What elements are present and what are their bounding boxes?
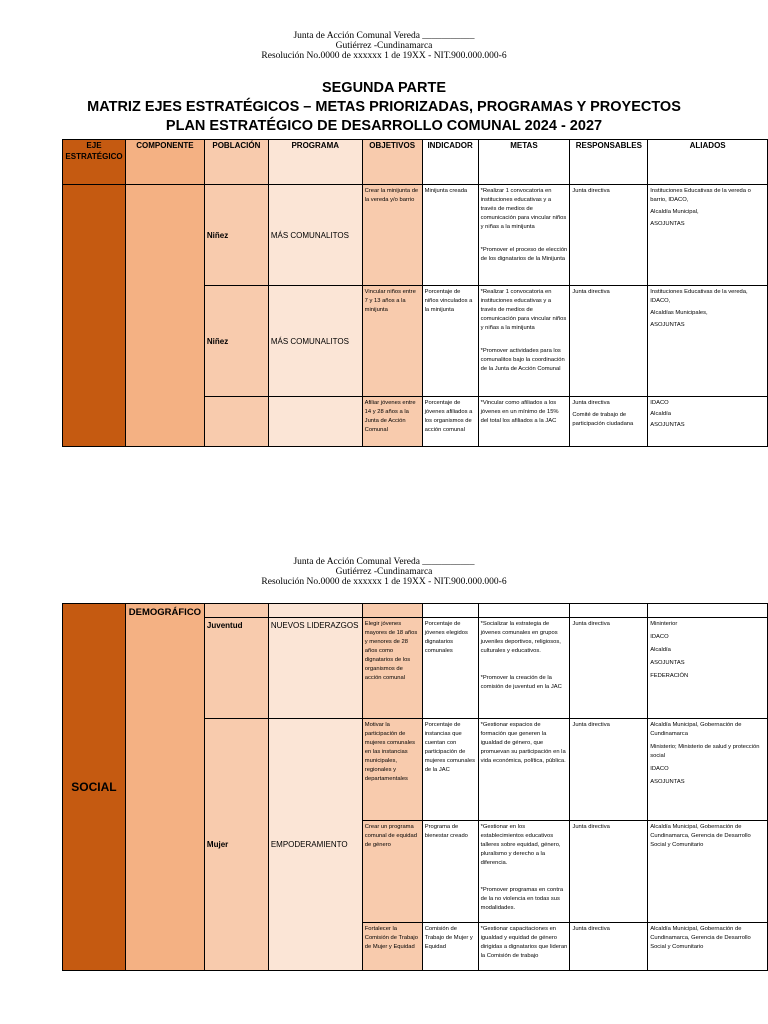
poblacion-cell: Mujer — [204, 719, 268, 971]
aliado-text: ASOJUNTAS — [650, 422, 685, 428]
aliados-cell — [648, 286, 768, 397]
matrix-table-1 — [62, 139, 768, 447]
document-titles — [0, 79, 768, 136]
col-header-programa: PROGRAMA — [268, 140, 362, 185]
poblacion-cell: Juventud — [204, 618, 268, 719]
programa-cell: NUEVOS LIDERAZGOS — [268, 618, 362, 719]
meta-text: *Realizar 1 convocatoria en instituciones educativas y a través de medios de comunicación para vincular niños y niñas a la minijunta — [480, 188, 567, 230]
aliado-text: Alcaldía — [650, 411, 671, 417]
aliados-cell — [648, 618, 768, 719]
responsables-cell — [570, 604, 648, 618]
indicador-cell: Comisión de Trabajo de Mujer y Equidad — [422, 923, 478, 971]
title-segunda-parte: SEGUNDA PARTE — [321, 80, 447, 96]
responsable-text: Comité de trabajo de participación ciudadana — [572, 412, 634, 427]
letterhead-resolution: Resolución No.0000 de xxxxxx 1 de 19XX - NIT.900.000.000-6 — [261, 51, 507, 61]
componente-cell — [125, 185, 204, 447]
programa-cell — [268, 397, 362, 447]
col-header-componente: COMPONENTE — [125, 140, 204, 185]
indicador-cell: Minijunta creada — [422, 185, 478, 286]
col-header-aliados: ALIADOS — [648, 140, 768, 185]
letterhead-location: Gutiérrez -Cundinamarca — [335, 567, 433, 577]
metas-cell — [478, 286, 570, 397]
letterhead-location: Gutiérrez -Cundinamarca — [335, 41, 433, 51]
objetivo-cell: Elegir jóvenes mayores de 18 años y menores de 28 años como dignatarios de los organismos de acción comunal — [362, 618, 422, 719]
indicador-cell: Porcentaje de jóvenes elegidos dignatarios comunales — [422, 618, 478, 719]
poblacion-cell: Niñez — [204, 185, 268, 286]
poblacion-cell — [204, 604, 268, 618]
aliado-text: ASOJUNTAS — [650, 322, 685, 328]
meta-text: *Socializar la estrategia de jóvenes comunales en grupos juveniles deportivos, religiosos, culturales y educativos. — [480, 621, 561, 654]
matrix-table-2 — [62, 603, 768, 971]
aliados-cell — [648, 185, 768, 286]
title-matriz: MATRIZ EJES ESTRATÉGICOS – METAS PRIORIZADAS, PROGRAMAS Y PROYECTOS — [87, 99, 681, 115]
indicador-cell: Porcentaje de instancias que cuentan con participación de mujeres comunales de la JAC — [422, 719, 478, 821]
objetivo-cell: Afiliar jóvenes entre 14 y 28 años a la Junta de Acción Comunal — [362, 397, 422, 447]
aliado-text: Alcaldía Municipal, — [650, 209, 699, 215]
aliados-cell: Alcaldía Municipal, Gobernación de Cundinamarca, Gerencia de Desarrollo Social y Comunitario — [648, 821, 768, 923]
aliado-text: ASOJUNTAS — [650, 660, 685, 666]
eje-social-cell: SOCIAL — [63, 604, 126, 971]
table-row — [63, 185, 768, 286]
meta-text: *Gestionar en los establecimientos educativos talleres sobre equidad, género, pluralismo y derecho a la diferencia. — [480, 824, 561, 866]
title-plan: PLAN ESTRATÉGICO DE DESARROLLO COMUNAL 2024 - 2027 — [165, 118, 603, 134]
metas-cell — [478, 604, 570, 618]
meta-text: *Promover programas en contra de la no violencia en todas sus modalidades. — [480, 887, 564, 911]
header-row — [63, 604, 768, 618]
aliado-text: Alcaldías Municipales, — [650, 310, 708, 316]
aliado-text: FEDERACIÓN — [650, 673, 689, 679]
componente-demografico-cell: DEMOGRÁFICO — [125, 604, 204, 971]
responsables-cell: Junta directiva — [570, 821, 648, 923]
metas-cell — [478, 821, 570, 923]
col-header-eje: EJE ESTRATÉGICO — [63, 140, 126, 185]
programa-cell: MÁS COMUNALITOS — [268, 185, 362, 286]
aliado-text: Alcaldía Municipal, Gobernación de Cundinamarca — [650, 722, 742, 737]
objetivo-cell: Crear la minijunta de la vereda y/o barrio — [362, 185, 422, 286]
letterhead-org: Junta de Acción Comunal Vereda ___________ — [293, 31, 475, 41]
poblacion-cell — [204, 397, 268, 447]
objetivo-cell: Crear un programa comunal de equidad de género — [362, 821, 422, 923]
aliados-cell: Alcaldía Municipal, Gobernación de Cundinamarca, Gerencia de Desarrollo Social y Comunitario — [648, 923, 768, 971]
meta-text: *Realizar 1 convocatoria en instituciones educativas y a través de medios de comunicación para vincular niños y niñas a la minijunta — [480, 289, 567, 331]
meta-text: *Promover actividades para los comunalitos bajo la coordinación de la Junta de Acción Comunal — [480, 348, 565, 372]
objetivo-cell: Fortalecer la Comisión de Trabajo de Mujer y Equidad — [362, 923, 422, 971]
col-header-responsables: RESPONSABLES — [570, 140, 648, 185]
responsables-cell: Junta directiva — [570, 923, 648, 971]
aliado-text: IDACO — [650, 634, 669, 640]
meta-text: *Promover la creación de la comisión de juventud en la JAC — [480, 675, 562, 690]
metas-cell — [478, 618, 570, 719]
aliado-text: IDACO — [650, 766, 669, 772]
col-header-metas: METAS — [478, 140, 570, 185]
meta-text: *Promover el proceso de elección de los dignatarios de la Minijunta — [480, 247, 568, 262]
letterhead-top — [0, 31, 768, 61]
responsables-cell: Junta directiva — [570, 286, 648, 397]
aliado-text: Ministerio; Ministerio de salud y protección social — [650, 744, 760, 759]
metas-cell — [478, 185, 570, 286]
indicador-cell — [422, 604, 478, 618]
aliado-text: Mininterior — [650, 621, 678, 627]
metas-cell: *Vincular como afiliados a los jóvenes en un mínimo de 15% del total los afiliados a la JAC — [478, 397, 570, 447]
programa-cell: EMPODERAMIENTO — [268, 719, 362, 971]
responsable-text: Junta directiva — [572, 400, 610, 406]
objetivo-cell: Vincular niños entre 7 y 13 años a la minijunta — [362, 286, 422, 397]
indicador-cell: Porcentaje de jóvenes afiliados a los organismos de acción comunal — [422, 397, 478, 447]
responsables-cell: Junta directiva — [570, 719, 648, 821]
poblacion-cell: Niñez — [204, 286, 268, 397]
header-row — [63, 140, 768, 185]
programa-cell: MÁS COMUNALITOS — [268, 286, 362, 397]
col-header-indicador: INDICADOR — [422, 140, 478, 185]
aliado-text: ASOJUNTAS — [650, 221, 685, 227]
indicador-cell: Programa de bienestar creado — [422, 821, 478, 923]
aliado-text: Instituciones Educativas de la vereda, IDACO, — [650, 289, 748, 304]
aliados-cell — [648, 397, 768, 447]
aliado-text: IDACO — [650, 400, 669, 406]
aliados-cell — [648, 604, 768, 618]
aliado-text: ASOJUNTAS — [650, 779, 685, 785]
letterhead-resolution: Resolución No.0000 de xxxxxx 1 de 19XX - NIT.900.000.000-6 — [261, 577, 507, 587]
objetivo-cell: Motivar la participación de mujeres comunales en las instancias municipales, regionales y departamentales — [362, 719, 422, 821]
responsables-cell — [570, 397, 648, 447]
responsables-cell: Junta directiva — [570, 185, 648, 286]
letterhead-page-2 — [0, 557, 768, 587]
aliados-cell — [648, 719, 768, 821]
metas-cell: *Gestionar espacios de formación que generen la igualdad de género, que promuevan su participación en la vida económica, política, pública. — [478, 719, 570, 821]
letterhead-org: Junta de Acción Comunal Vereda ___________ — [293, 557, 475, 567]
indicador-cell: Porcentaje de niños vinculados a la minijunta — [422, 286, 478, 397]
metas-cell: *Gestionar capacitaciones en igualdad y equidad de género dirigidas a dignatarios que lideran la Comisión de trabajo — [478, 923, 570, 971]
col-header-objetivos: OBJETIVOS — [362, 140, 422, 185]
responsables-cell: Junta directiva — [570, 618, 648, 719]
objetivo-cell — [362, 604, 422, 618]
eje-cell — [63, 185, 126, 447]
col-header-poblacion: POBLACIÓN — [204, 140, 268, 185]
programa-cell — [268, 604, 362, 618]
aliado-text: Alcaldía — [650, 647, 671, 653]
aliado-text: Instituciones Educativas de la vereda o barrio, IDACO, — [650, 188, 751, 203]
